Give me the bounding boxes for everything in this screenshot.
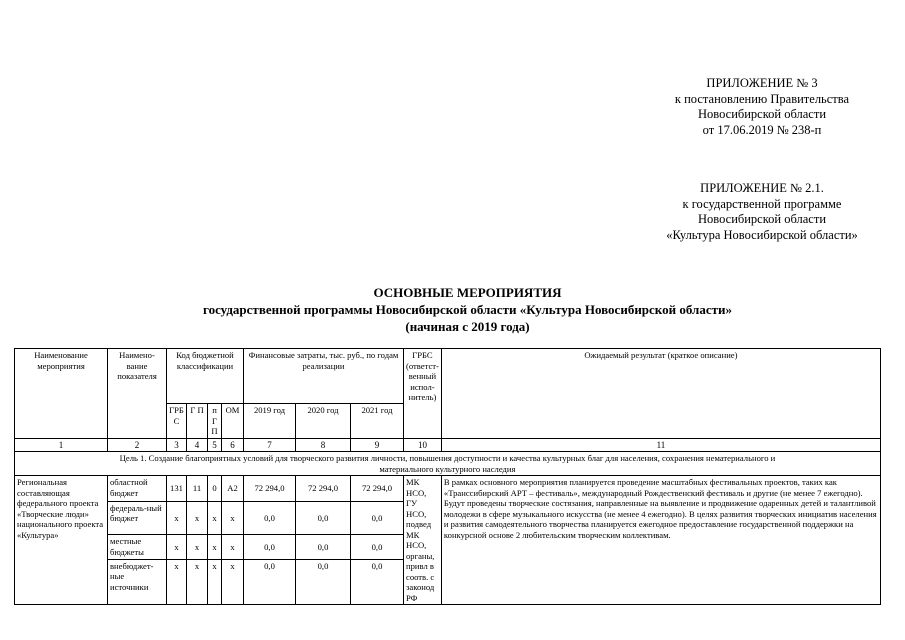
indicator-cell: местные бюджеты — [108, 535, 167, 560]
title-program: государственной программы Новосибирской области «Культура Новосибирской области» — [203, 302, 732, 317]
events-table — [14, 348, 881, 605]
header-grbs: ГРБС (ответст-венный испол-нитель) — [404, 349, 442, 439]
col-number: 6 — [222, 438, 244, 452]
header-event-name: Наименование мероприятия — [15, 349, 108, 439]
header-costs: Финансовые затраты, тыс. руб., по годам реализации — [244, 349, 404, 404]
header-gp: Г П — [187, 404, 208, 439]
header-indicator: Наимено-вание показателя — [108, 349, 167, 439]
cost-2021-cell: 0,0 — [351, 501, 404, 535]
header-2020: 2020 год — [296, 404, 351, 439]
cost-2020-cell: 72 294,0 — [296, 476, 351, 502]
cost-2019-cell: 0,0 — [244, 535, 296, 560]
goal-row: Цель 1. Создание благоприятных условий для творческого развития личности, повышения доступности и качества культурных благ для населения, сохранения нематериального и материального культурного наследия — [15, 452, 881, 476]
indicator-cell: федераль-ный бюджет — [108, 501, 167, 535]
gp-cell: х — [187, 559, 208, 604]
header-2021: 2021 год — [351, 404, 404, 439]
om-cell: х — [222, 535, 244, 560]
appendix-3-title: ПРИЛОЖЕНИЕ № 3 — [706, 76, 818, 90]
pgp-cell: х — [208, 501, 222, 535]
cost-2021-cell: 72 294,0 — [351, 476, 404, 502]
col-number: 2 — [108, 438, 167, 452]
col-number: 8 — [296, 438, 351, 452]
cost-2020-cell: 0,0 — [296, 559, 351, 604]
om-cell: А2 — [222, 476, 244, 502]
om-cell: х — [222, 501, 244, 535]
pgp-cell: х — [208, 535, 222, 560]
pgp-cell: 0 — [208, 476, 222, 502]
appendix-21-line3: Новосибирской области — [697, 212, 827, 226]
appendix-21-line2: к государственной программе — [682, 196, 842, 211]
cost-2019-cell: 0,0 — [244, 501, 296, 535]
header-2019: 2019 год — [244, 404, 296, 439]
col-number: 7 — [244, 438, 296, 452]
grbs-cell: 131 — [167, 476, 187, 502]
pgp-cell: х — [208, 559, 222, 604]
cost-2020-cell: 0,0 — [296, 535, 351, 560]
gp-cell: х — [187, 535, 208, 560]
indicator-cell: областной бюджет — [108, 476, 167, 502]
column-numbers-row — [15, 438, 881, 452]
header-budget-code: Код бюджетной классификации — [167, 349, 244, 404]
col-number: 4 — [187, 438, 208, 452]
appendix-3-date: от 17.06.2019 № 238-п — [702, 122, 822, 137]
om-cell: х — [222, 559, 244, 604]
cost-2021-cell: 0,0 — [351, 559, 404, 604]
appendix-3-line2: к постановлению Правительства — [674, 91, 850, 106]
grbs-cell: х — [167, 501, 187, 535]
cost-2021-cell: 0,0 — [351, 535, 404, 560]
col-number: 11 — [441, 438, 880, 452]
gp-cell: 11 — [187, 476, 208, 502]
col-number: 10 — [404, 438, 442, 452]
cost-2019-cell: 72 294,0 — [244, 476, 296, 502]
title-period: (начиная с 2019 года) — [405, 319, 530, 334]
appendix-21-line4: «Культура Новосибирской области» — [666, 227, 858, 242]
appendix-21-header — [612, 181, 905, 243]
appendix-21-title: ПРИЛОЖЕНИЕ № 2.1. — [700, 181, 824, 195]
cost-2020-cell: 0,0 — [296, 501, 351, 535]
col-number: 5 — [208, 438, 222, 452]
header-pgp: п Г П — [208, 404, 222, 439]
document-title — [0, 284, 905, 335]
col-number: 9 — [351, 438, 404, 452]
appendix-3-header — [612, 76, 905, 138]
responsible-cell: МК НСО, ГУ НСО, подвед МК НСО, органы, привл в соотв. с законод РФ — [404, 476, 442, 605]
grbs-cell: х — [167, 535, 187, 560]
header-result: Ожидаемый результат (краткое описание) — [441, 349, 880, 439]
result-cell: В рамках основного мероприятия планируется проведение масштабных фестивальных проектов, таких как «Транссибирский АРТ – фестиваль», международный Рождественский фестиваль и другие (не менее 7 ежегодно). Будут проведены творческие состязания, направленные на выявление и продвижение одаренных детей и талантливой молодежи в сфере музыкального искусства (не менее 4 ежегодно). В целях развития творческих инициатив населения и развития самодеятельного творчества планируется ежегодное предоставление государственной поддержки на конкурсной основе 2 любительским творческим коллективам. — [441, 476, 880, 605]
header-om: ОМ — [222, 404, 244, 439]
event-name-cell: Региональная составляющая федерального проекта «Творческие люди» национального проекта «Культура» — [15, 476, 108, 605]
grbs-cell: х — [167, 559, 187, 604]
indicator-cell: внебюджет-ные источники — [108, 559, 167, 604]
col-number: 3 — [167, 438, 187, 452]
col-number: 1 — [15, 438, 108, 452]
header-grbs-code: ГРБ С — [167, 404, 187, 439]
cost-2019-cell: 0,0 — [244, 559, 296, 604]
appendix-3-line3: Новосибирской области — [697, 107, 827, 121]
gp-cell: х — [187, 501, 208, 535]
table-row — [15, 476, 881, 502]
title-main: ОСНОВНЫЕ МЕРОПРИЯТИЯ — [373, 285, 562, 300]
